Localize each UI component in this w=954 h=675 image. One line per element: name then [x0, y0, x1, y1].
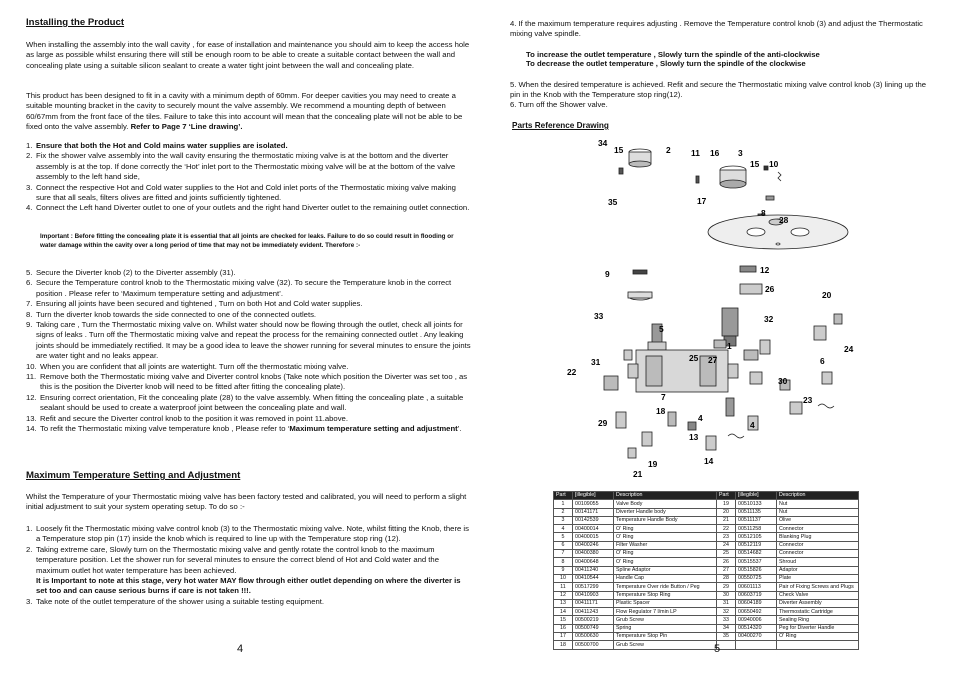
table-cell: 27 [717, 566, 736, 574]
table-cell: 00604189 [736, 599, 777, 607]
table-row [554, 516, 859, 524]
part-label: 18 [656, 406, 666, 416]
table-cell: 1 [554, 500, 573, 508]
table-cell: 35 [717, 633, 736, 641]
table-cell: 33 [717, 616, 736, 624]
step-body: Fix the shower valve assembly into the wall cavity ensuring the thermostatic mixing valve is at the bottom and the diverter assembly is at the top. If done correctly the ‘Hot’ inlet port to the Thermostatic mixing valve will be at the bottom of the valve assembly to the left hand side, [36, 151, 456, 182]
table-cell: 00400015 [573, 533, 614, 541]
table-row [554, 525, 859, 533]
table-cell: 00515537 [736, 558, 777, 566]
part-label: 32 [764, 314, 774, 324]
temperature-steps-list [26, 524, 472, 607]
table-cell: Filter Washer [614, 541, 717, 549]
table-cell: 00603719 [736, 591, 777, 599]
table-row [554, 599, 859, 607]
table-cell: 15 [554, 616, 573, 624]
table-cell: 00650492 [736, 608, 777, 616]
table-cell: Flow Regulator 7 l/min LP [614, 608, 717, 616]
step-text [40, 362, 472, 372]
heading-installing: Installing the Product [26, 17, 125, 28]
table-cell: 00550725 [736, 574, 777, 582]
table-cell: 00515826 [736, 566, 777, 574]
table-cell: 13 [554, 599, 573, 607]
table-cell: Temperature Handle Body [614, 516, 717, 524]
step-text [36, 151, 472, 182]
col-code-2: [illegible] [736, 492, 777, 500]
part-shape-spline-adaptor [633, 270, 647, 274]
table-cell: 29 [717, 583, 736, 591]
table-cell: 23 [717, 533, 736, 541]
table-row [554, 500, 859, 508]
step-item [26, 424, 472, 434]
table-cell: 00142539 [573, 516, 614, 524]
table-cell: 17 [554, 633, 573, 641]
table-cell: O' Ring [777, 633, 859, 641]
table-cell: 7 [554, 550, 573, 558]
part-label: 7 [661, 392, 666, 402]
step-item [26, 310, 472, 320]
table-cell: O' Ring [614, 533, 717, 541]
table-cell: 00500749 [573, 624, 614, 632]
part-label: 34 [598, 138, 608, 148]
table-cell: Handle Cap [614, 574, 717, 582]
page-4 [26, 0, 472, 675]
step-body: Loosely fit the Thermostatic mixing valve control knob (3) to the Thermostatic mixing valve. Note, whilst fitting the Knob, there is a Temperature stop pin (17) inside the knob which is required to line up with the Temperature stop ring (12). [36, 524, 469, 544]
table-row [554, 583, 859, 591]
step-text [36, 310, 472, 320]
step-item [26, 141, 472, 151]
step-text [40, 372, 472, 393]
table-cell: 00500219 [573, 616, 614, 624]
table-cell: 00400648 [573, 558, 614, 566]
exploded-parts-drawing [567, 136, 918, 490]
step-body: Taking extreme care, Slowly turn on the Thermostatic mixing valve and gently rotate the control knob to the maximum temperature position. Let the shower run for several minutes to ensure the correct blend of Hot and Cold water and the maximum outlet hot water temperature has been achieved. [36, 544, 439, 575]
paragraph-calibration: Whilst the Temperature of your Thermostatic mixing valve has been factory tested and calibrated, you will need to perform a slight initial adjustment to suit your system operating setup. To do so :- [26, 492, 467, 512]
step-emphasis: It is Important to note at this stage, very hot water MAY flow through either outlet depending on where the diverter is set too and can cause serious burns if care is not taken !!!. [36, 576, 461, 596]
step-body: Ensuring all joints have been secured and tightened , Turn on both Hot and Cold water supplies. [36, 299, 363, 309]
table-cell: 26 [717, 558, 736, 566]
part-label: 33 [594, 311, 604, 321]
part-label: 35 [608, 197, 618, 207]
step-number: 3. [26, 596, 33, 606]
step-text [36, 141, 472, 151]
table-row [554, 508, 859, 516]
step-body: When you are confident that all joints are watertight. Turn off the thermostatic mixing valve. [40, 361, 349, 371]
part-label: 29 [598, 418, 608, 428]
step-text [36, 268, 472, 278]
table-cell: 6 [554, 541, 573, 549]
parts-table-header [554, 492, 859, 500]
col-part-2: Part [717, 492, 736, 500]
table-cell: 14 [554, 608, 573, 616]
decrease-temperature-note: To decrease the outlet temperature , Slowly turn the spindle of the clockwise [526, 59, 806, 68]
part-label: 16 [710, 148, 720, 158]
paragraph-cavity-depth: This product has been designed to fit in a cavity with a minimum depth of 60mm. For deeper cavities you may need to create a suitable mounting bracket in the cavity to securely mount the valve assembly. We recommend a mounting depth of between 60/67mm from the front face of the tiles. Failure to take this into account will mean that the concealing plate will not be able to be fixed onto the valve assembly. Refer to Page 7 ‘Line drawing’. [26, 91, 463, 132]
table-cell: 00411240 [573, 566, 614, 574]
step-tail: ’. [457, 424, 462, 434]
table-cell: Connector [777, 550, 859, 558]
table-cell: 00512119 [736, 541, 777, 549]
leak-check-steps-list [26, 268, 472, 435]
step-item [26, 372, 472, 393]
step-number: 8. [26, 309, 33, 319]
step-item [26, 299, 472, 309]
step-item [26, 524, 472, 545]
table-cell: O' Ring [614, 550, 717, 558]
step-number: 5. [26, 268, 33, 277]
part-label: 14 [704, 456, 714, 466]
table-cell: 30 [717, 591, 736, 599]
part-label: 1 [727, 341, 732, 351]
part-label: 30 [778, 376, 788, 386]
table-cell: Plate [777, 574, 859, 582]
step-text [36, 278, 472, 299]
table-cell: Connector [777, 525, 859, 533]
table-cell: Diverter Assembly [777, 599, 859, 607]
table-cell: Blanking Plug [777, 533, 859, 541]
table-cell: 00500700 [573, 641, 614, 649]
table-cell: 25 [717, 550, 736, 558]
parts-reference-heading: Parts Reference Drawing [512, 121, 609, 130]
step-emphasis: Maximum temperature setting and adjustment [289, 424, 458, 434]
step-number: 12. [26, 392, 37, 402]
step-number: 14. [26, 424, 37, 434]
table-cell: 4 [554, 525, 573, 533]
table-cell: Temperature Over ride Button / Peg [614, 583, 717, 591]
table-cell: 8 [554, 558, 573, 566]
step-body: Taking care , Turn the Thermostatic mixing valve on. Whilst water should now be flowing through the outlet, check all joints for signs of leaks . Turn off the Thermostatic mixing valve and repeat the process for the remaining connected outlet . Any leaking joints should be immediately rectified. It may be a good idea to leave the shower running for several minutes to ensure the joints are water tight and no leaks appear. [36, 320, 471, 361]
drawing-parts [604, 149, 848, 458]
step-body: Turn the diverter knob towards the side connected to one of the connected outlets. [36, 309, 317, 319]
table-row [554, 574, 859, 582]
part-label: 12 [760, 265, 770, 275]
step-item [26, 545, 472, 597]
table-cell: 28 [717, 574, 736, 582]
part-label: 20 [822, 290, 832, 300]
part-label: 9 [605, 269, 610, 279]
step-number: 9. [26, 320, 33, 330]
table-cell: 00400246 [573, 541, 614, 549]
part-label: 23 [803, 395, 813, 405]
table-cell: Diverter Handle body [614, 508, 717, 516]
table-row [554, 541, 859, 549]
step-item [26, 414, 472, 424]
table-cell: Pair of Fixing Screws and Plugs [777, 583, 859, 591]
part-label: 26 [765, 284, 775, 294]
table-cell: 10 [554, 574, 573, 582]
step-item [26, 393, 472, 414]
step-text [36, 597, 472, 607]
page-number-4: 4 [237, 643, 244, 655]
table-cell: 00512105 [736, 533, 777, 541]
step-item [26, 597, 472, 607]
table-cell: Shroud [777, 558, 859, 566]
part-label: 2 [666, 145, 671, 155]
table-cell: 00400380 [573, 550, 614, 558]
table-row [554, 566, 859, 574]
part-label: 28 [779, 215, 789, 225]
important-note: Important : Before fitting the concealing plate it is essential that all joints are checked for leaks. Failure to do so could result in flooding or water damage within the cavity over a long period of time that may not be immediately evident. Therefore :- [40, 233, 454, 250]
table-cell: Sealing Ring [777, 616, 859, 624]
step-number: 11. [26, 372, 37, 382]
part-shape-connector [604, 376, 618, 390]
part-label: 3 [738, 148, 743, 158]
table-cell: Olive [777, 516, 859, 524]
step-text [40, 414, 472, 424]
step-text [36, 524, 472, 545]
table-cell: 00511258 [736, 525, 777, 533]
part-shape-sealing-ring [628, 292, 652, 298]
table-cell: 00511137 [736, 516, 777, 524]
table-cell: 32 [717, 608, 736, 616]
table-row [554, 633, 859, 641]
table-cell: Grub Screw [614, 616, 717, 624]
part-label: 19 [648, 459, 658, 469]
step-number: 7. [26, 299, 33, 309]
part-label: 13 [689, 432, 699, 442]
step-number: 10. [26, 361, 37, 371]
step-body: Connect the respective Hot and Cold water supplies to the Hot and Cold inlet ports of the Thermostatic mixing valve making sure that all seals, filters olives are fitted and joints sufficiently tightened. [36, 182, 456, 203]
table-cell: O' Ring [614, 558, 717, 566]
part-label: 31 [591, 357, 601, 367]
part-labels [567, 138, 854, 479]
col-description: Description [614, 492, 717, 500]
step-number: 1. [26, 524, 33, 533]
table-row [554, 533, 859, 541]
table-cell: Spline Adaptor [614, 566, 717, 574]
part-label: 15 [614, 145, 624, 155]
parts-table [553, 491, 859, 650]
table-cell: 21 [717, 516, 736, 524]
table-cell: 00514320 [736, 624, 777, 632]
step-6-turn-off: 6. Turn off the Shower valve. [510, 100, 608, 109]
step-item [26, 320, 472, 362]
step-emphasis: Ensure that both the Hot and Cold mains water supplies are isolated. [36, 141, 288, 150]
table-cell: 16 [554, 624, 573, 632]
table-cell: 34 [717, 624, 736, 632]
table-row [554, 591, 859, 599]
step-body: Remove both the Thermostatic mixing valve and Diverter control knobs (Take note which position the Diverter was set too , as this is the position the Diverter knob will need to be fitted after fitting the concealing plate). [40, 372, 468, 392]
step-number: 13. [26, 413, 37, 423]
table-cell: 00500630 [573, 633, 614, 641]
step-number: 3. [26, 182, 33, 192]
table-cell: 00511135 [736, 508, 777, 516]
table-cell: 5 [554, 533, 573, 541]
table-cell: 12 [554, 591, 573, 599]
col-code: [illegible] [573, 492, 614, 500]
table-cell: 00601113 [736, 583, 777, 591]
table-cell: Nut [777, 508, 859, 516]
increase-temperature-note: To increase the outlet temperature , Slowly turn the spindle of the anti-clockwise [526, 50, 820, 59]
step-number: 6. [26, 278, 33, 288]
heading-max-temperature: Maximum Temperature Setting and Adjustment [26, 470, 241, 481]
table-cell: Connector [777, 541, 859, 549]
part-label: 24 [844, 344, 854, 354]
part-label: 6 [820, 356, 825, 366]
part-label: 15 [750, 159, 760, 169]
part-label: 25 [689, 353, 699, 363]
step-text [36, 545, 472, 597]
step-item [26, 203, 472, 213]
part-label: 4 [750, 420, 755, 430]
step-number: 1. [26, 141, 33, 150]
step-number: 2. [26, 151, 33, 161]
install-steps-list [26, 141, 472, 214]
table-cell: Grub Screw [614, 641, 717, 649]
step-item [26, 151, 472, 182]
step-item [26, 278, 472, 299]
part-label: 21 [633, 469, 643, 479]
step-body: Connect the Left hand Diverter outlet to one of your outlets and the right hand Diverter outlet to the remaining outlet connection. [36, 203, 470, 213]
table-cell: Check Valve [777, 591, 859, 599]
table-cell: 2 [554, 508, 573, 516]
table-cell: Adaptor [777, 566, 859, 574]
part-label: 17 [697, 196, 707, 206]
table-cell: 11 [554, 583, 573, 591]
table-cell: 00510133 [736, 500, 777, 508]
table-row [554, 641, 859, 649]
page-5 [510, 0, 930, 675]
table-cell: Peg for Diverter Handle [777, 624, 859, 632]
step-body: Take note of the outlet temperature of the shower using a suitable testing equipment. [36, 596, 325, 606]
table-cell: Plastic Spacer [614, 599, 717, 607]
table-row [554, 616, 859, 624]
table-cell: 31 [717, 599, 736, 607]
table-cell: 00411171 [573, 599, 614, 607]
table-cell: 00410544 [573, 574, 614, 582]
table-cell: Temperature Stop Pin [614, 633, 717, 641]
part-label: 5 [659, 324, 664, 334]
part-label: 4 [698, 413, 703, 423]
table-cell: 20 [717, 508, 736, 516]
table-cell: Valve Body [614, 500, 717, 508]
step-text [40, 393, 472, 414]
table-row [554, 550, 859, 558]
table-row [554, 608, 859, 616]
table-cell: 00517299 [573, 583, 614, 591]
table-cell: 00411243 [573, 608, 614, 616]
table-cell: 9 [554, 566, 573, 574]
col-description-2: Description [777, 492, 859, 500]
table-cell: Thermostatic Cartridge [777, 608, 859, 616]
step-body: Refit and secure the Diverter control knob to the position it was removed in point 11.above. [40, 413, 348, 423]
step-text [36, 320, 472, 362]
part-label: 27 [708, 355, 718, 365]
part-label: 22 [567, 367, 577, 377]
step-5-refit: 5. When the desired temperature is achieved. Refit and secure the Thermostatic mixing valve control knob (3) lining up the pin in the Knob with the Temperature stop ring(12). [510, 80, 927, 100]
step-item [26, 362, 472, 372]
paragraph-access-hole: When installing the assembly into the wall cavity , for ease of installation and maintenance you should aim to keep the access hole as large as possible whilst ensuring there will still be enough room to be able to create a suitable contact between the wall and concealing plate using a suitable silicon sealant to create a water tight joint between the wall and concealing plate. [26, 40, 470, 70]
table-cell [736, 641, 777, 649]
table-cell: 00940006 [736, 616, 777, 624]
step-body: To refit the Thermostatic mixing valve temperature knob , Please refer to ‘ [40, 424, 290, 434]
table-cell: 00400014 [573, 525, 614, 533]
step-text [36, 183, 472, 204]
table-cell: 00514682 [736, 550, 777, 558]
page-number-5: 5 [714, 643, 721, 655]
step-number: 2. [26, 544, 33, 554]
table-cell: Temperature Stop Ring [614, 591, 717, 599]
table-cell: Nut [777, 500, 859, 508]
part-shape-shroud [740, 284, 762, 294]
step-text [36, 299, 472, 309]
col-part: Part [554, 492, 573, 500]
step-text [40, 424, 472, 434]
part-label: 11 [691, 148, 700, 158]
step-body: Ensuring correct orientation, Fit the concealing plate (28) to the valve assembly. When fitting the concealing plate , a suitable sealant should be used to create a waterproof joint between the concealing plate and wall. [40, 392, 464, 413]
table-cell: 18 [554, 641, 573, 649]
table-cell: 22 [717, 525, 736, 533]
table-cell: 19 [717, 500, 736, 508]
exploded-view-svg [567, 136, 918, 490]
step-body: Secure the Temperature control knob to the Thermostatic mixing valve (32). To secure the Temperature knob in the correct position . Please refer to ‘Maximum temperature setting and adjustment’. [36, 278, 452, 298]
step-body: Secure the Diverter knob (2) to the Diverter assembly (31). [36, 268, 236, 277]
table-cell: 00141171 [573, 508, 614, 516]
table-cell: 24 [717, 541, 736, 549]
table-cell: 00109055 [573, 500, 614, 508]
step-number: 4. [26, 203, 33, 213]
part-label: 10 [769, 159, 779, 169]
table-cell: 00410903 [573, 591, 614, 599]
table-row [554, 624, 859, 632]
part-label: 8 [761, 208, 766, 218]
table-cell: 3 [554, 516, 573, 524]
step-text [36, 203, 472, 213]
table-cell [777, 641, 859, 649]
table-cell: Spring [614, 624, 717, 632]
table-cell: O' Ring [614, 525, 717, 533]
table-cell: 00400270 [736, 633, 777, 641]
step-4-adjust: 4. If the maximum temperature requires adjusting . Remove the Temperature control knob (3) and adjust the Thermostatic mixing valve spindle. [510, 19, 923, 39]
step-item [26, 183, 472, 204]
step-item [26, 268, 472, 278]
part-shape-thermostatic-cartridge [722, 308, 738, 336]
table-row [554, 558, 859, 566]
